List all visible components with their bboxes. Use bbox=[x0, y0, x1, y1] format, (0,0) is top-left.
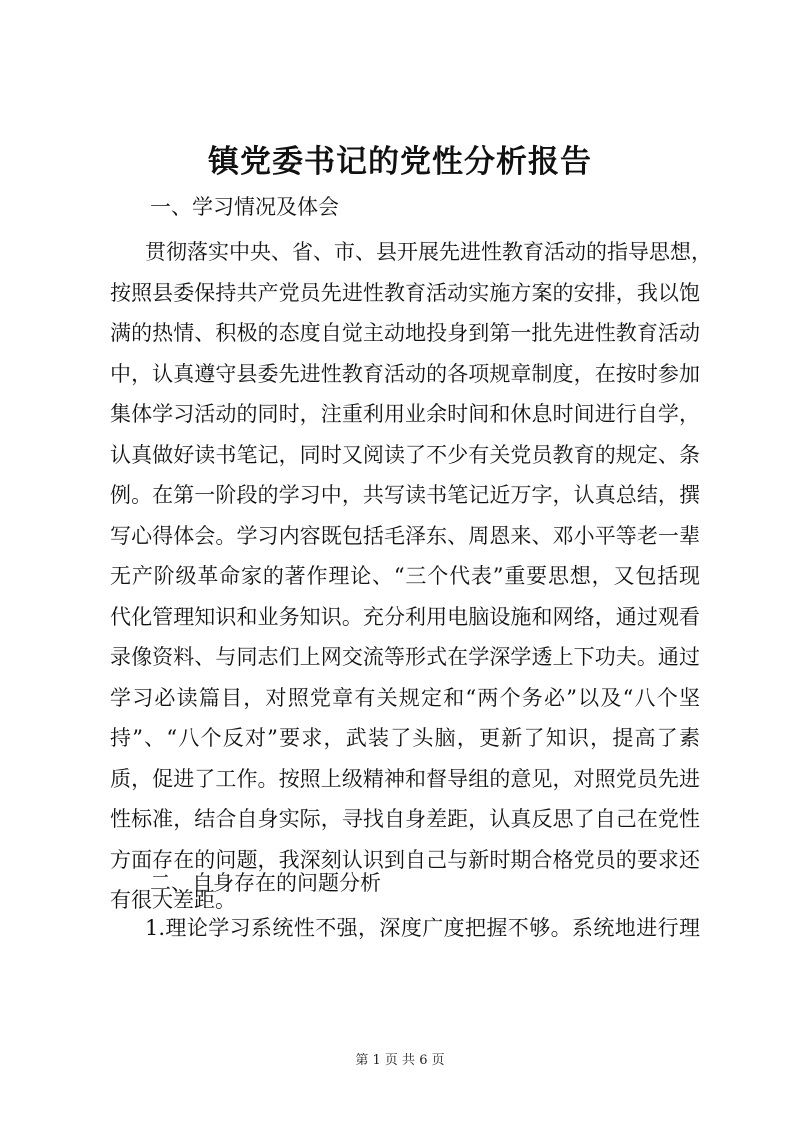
paragraph-line: 有很大差距。 bbox=[110, 888, 236, 912]
paragraph-line: 质，促进了工作。按照上级精神和督导组的意见，对照党员先进 bbox=[110, 766, 700, 791]
paragraph-line: 无产阶级革命家的著作理论、“三个代表”重要思想，又包括现 bbox=[110, 564, 700, 588]
section-1-paragraph bbox=[110, 232, 712, 921]
paragraph-line: 中，认真遵守县委先进性教育活动的各项规章制度，在按时参加 bbox=[110, 361, 700, 386]
document-title: 镇党委书记的党性分析报告 bbox=[208, 144, 592, 180]
section-heading-1: 一、学习情况及体会 bbox=[150, 195, 339, 219]
paragraph-line: 学习必读篇目，对照党章有关规定和“两个务必”以及“八个坚 bbox=[110, 685, 700, 710]
paragraph-line: 代化管理知识和业务知识。充分利用电脑设施和网络，通过观看 bbox=[110, 604, 700, 629]
page-footer: 第 1 页 共 6 页 bbox=[355, 1053, 445, 1068]
paragraph-line: 写心得体会。学习内容既包括毛泽东、周恩来、邓小平等老一辈 bbox=[110, 523, 700, 548]
paragraph-line: 性标准，结合自身实际，寻找自身差距，认真反思了自己在党性 bbox=[110, 807, 700, 831]
paragraph-line: 贯彻落实中央、省、市、县开展先进性教育活动的指导思想， bbox=[145, 240, 712, 264]
paragraph-line: 认真做好读书笔记，同时又阅读了不少有关党员教育的规定、条 bbox=[110, 442, 700, 467]
paragraph-line: 持”、“八个反对”要求，武装了头脑，更新了知识，提高了素 bbox=[110, 726, 700, 750]
paragraph-line: 集体学习活动的同时，注重利用业余时间和休息时间进行自学， bbox=[110, 402, 700, 426]
paragraph-line: 录像资料、与同志们上网交流等形式在学深学透上下功夫。通过 bbox=[110, 645, 700, 669]
paragraph-line: 例。在第一阶段的学习中，共写读书笔记近万字，认真总结，撰 bbox=[110, 483, 700, 507]
section-heading-2: 二、自身存在的问题分析 bbox=[150, 871, 381, 895]
paragraph-line: 满的热情、积极的态度自觉主动地投身到第一批先进性教育活动 bbox=[110, 321, 700, 345]
section-2-paragraph bbox=[110, 908, 700, 949]
paragraph-line: 按照县委保持共产党员先进性教育活动实施方案的安排，我以饱 bbox=[110, 280, 700, 305]
paragraph-line: 1.理论学习系统性不强，深度广度把握不够。系统地进行理 bbox=[145, 916, 700, 940]
paragraph-line: 方面存在的问题，我深刻认识到自己与新时期合格党员的要求还 bbox=[110, 847, 700, 872]
